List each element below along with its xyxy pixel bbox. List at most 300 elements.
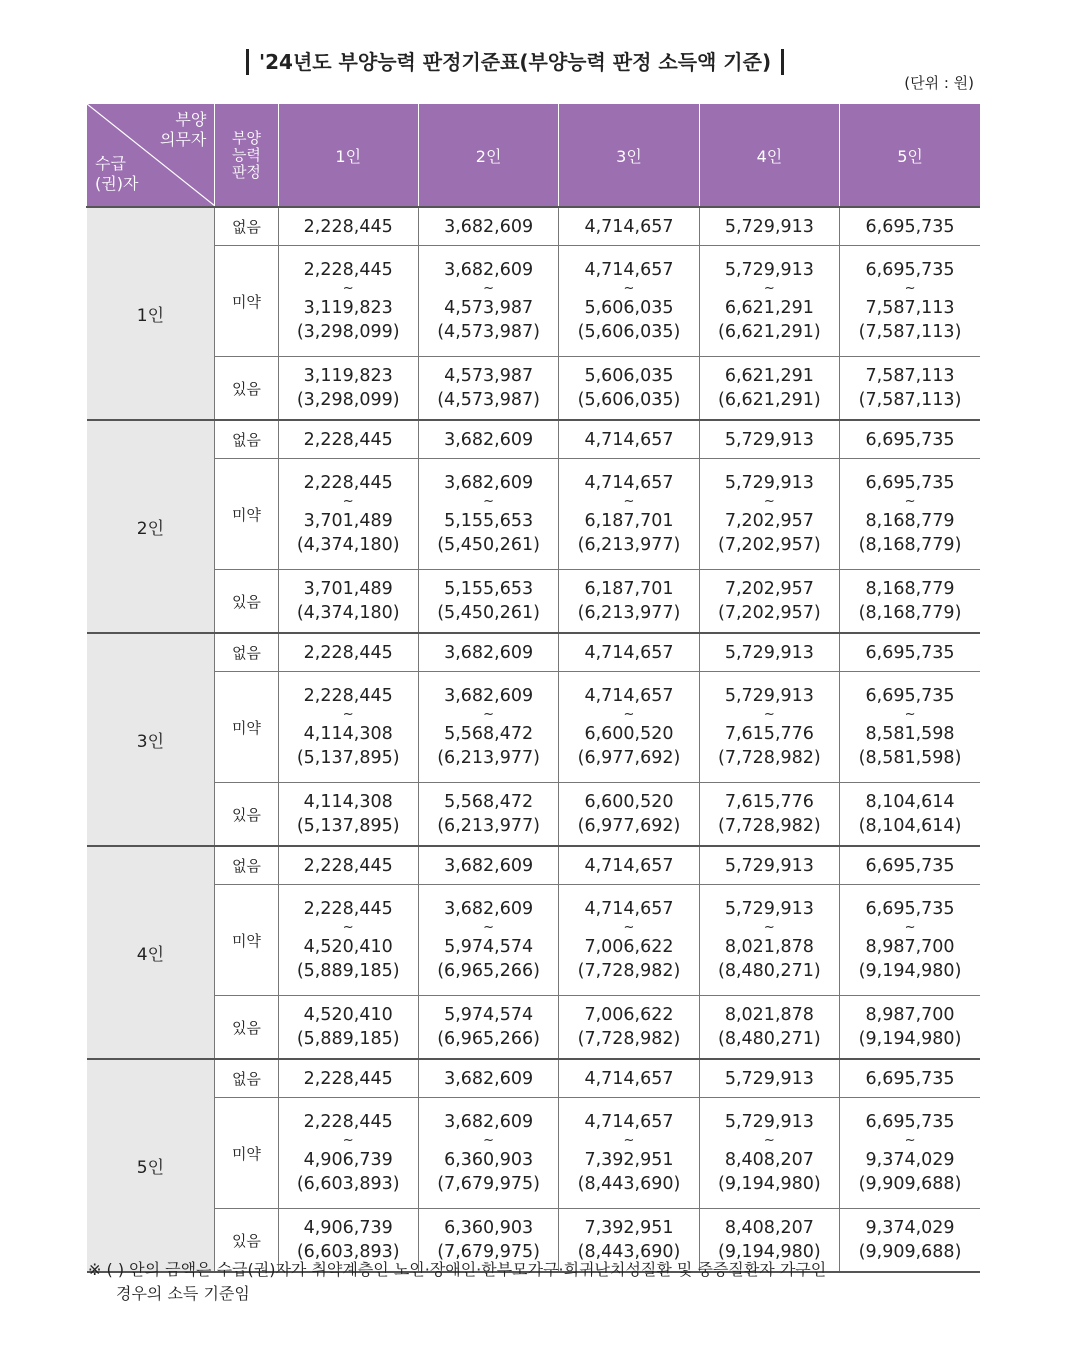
- value-cell: [559, 672, 699, 783]
- document-title: [244, 44, 824, 80]
- amount: 3,701,489: [303, 579, 393, 599]
- value-cell: [278, 783, 418, 847]
- amount: 2,228,445: [303, 642, 393, 663]
- amount-to: 4,520,410: [303, 937, 393, 957]
- amount-from: 4,714,657: [584, 1112, 674, 1132]
- amount-vulnerable: (7,202,957): [718, 535, 821, 555]
- value-cell: [418, 207, 558, 246]
- range-tilde: ~: [623, 494, 635, 509]
- value-cell: [418, 246, 558, 357]
- amount: 8,168,779: [865, 579, 955, 599]
- amount-from: 5,729,913: [724, 899, 814, 919]
- amount: 7,202,957: [724, 579, 814, 599]
- range-tilde: ~: [483, 494, 495, 509]
- amount-to: 6,621,291: [724, 298, 814, 318]
- amount: 5,729,913: [724, 216, 814, 237]
- amount: 7,587,113: [865, 366, 955, 386]
- col-header-5: 5인: [840, 104, 980, 208]
- amount: 6,695,735: [865, 1068, 955, 1089]
- amount: 3,682,609: [444, 429, 534, 450]
- amount-vulnerable: (8,443,690): [577, 1174, 681, 1194]
- amount-vulnerable: (6,621,291): [718, 390, 821, 410]
- amount: 6,695,735: [865, 642, 955, 663]
- amount-vulnerable: (9,909,688): [858, 1242, 962, 1262]
- value-cell: [559, 357, 699, 421]
- amount-vulnerable: (7,728,982): [577, 1029, 681, 1049]
- table-body: [87, 207, 981, 1272]
- amount-vulnerable: (6,603,893): [296, 1174, 400, 1194]
- amount-to: 9,374,029: [865, 1150, 955, 1170]
- level-label-none: 없음: [215, 633, 278, 672]
- value-cell: [840, 783, 980, 847]
- value-cell: [840, 1059, 980, 1098]
- amount: 4,573,987: [444, 366, 534, 386]
- value-cell: [278, 357, 418, 421]
- value-cell: [840, 885, 980, 996]
- amount-vulnerable: (7,728,982): [718, 748, 821, 768]
- amount-to: 5,155,653: [444, 511, 534, 531]
- value-cell: [840, 570, 980, 634]
- amount-from: 5,729,913: [724, 473, 814, 493]
- amount: 4,906,739: [303, 1218, 393, 1238]
- amount: 2,228,445: [303, 216, 393, 237]
- level-label-mild: 미약: [215, 1098, 278, 1209]
- amount: 4,714,657: [584, 216, 674, 237]
- amount-from: 2,228,445: [303, 473, 393, 493]
- value-cell: [418, 570, 558, 634]
- table-row: [87, 672, 981, 783]
- value-cell: [278, 846, 418, 885]
- range-tilde: ~: [904, 920, 916, 935]
- amount-vulnerable: (8,581,598): [858, 748, 962, 768]
- amount: 5,729,913: [724, 429, 814, 450]
- amount: 5,729,913: [724, 642, 814, 663]
- amount-vulnerable: (5,450,261): [437, 535, 540, 555]
- value-cell: [840, 207, 980, 246]
- table-row: [87, 207, 981, 246]
- amount-from: 2,228,445: [303, 260, 393, 280]
- amount-from: 5,729,913: [724, 260, 814, 280]
- corner-bottom-label: 수급 (권)자: [95, 154, 139, 193]
- value-cell: [699, 570, 839, 634]
- range-tilde: ~: [763, 494, 775, 509]
- footnote: [88, 1258, 980, 1306]
- value-cell: [418, 846, 558, 885]
- amount: 6,695,735: [865, 855, 955, 876]
- amount-to: 8,987,700: [865, 937, 955, 957]
- amount-to: 8,021,878: [724, 937, 814, 957]
- amount-vulnerable: (4,374,180): [296, 603, 400, 623]
- value-cell: [840, 420, 980, 459]
- amount-vulnerable: (8,443,690): [577, 1242, 681, 1262]
- amount-vulnerable: (6,965,266): [437, 1029, 540, 1049]
- col-header-1: 1인: [278, 104, 418, 208]
- value-cell: [559, 570, 699, 634]
- recipient-group-label: 3인: [87, 633, 215, 846]
- amount-vulnerable: (9,194,980): [718, 1242, 821, 1262]
- amount: 7,392,951: [584, 1218, 674, 1238]
- amount: 3,682,609: [444, 1068, 534, 1089]
- value-cell: [418, 357, 558, 421]
- value-cell: [559, 1098, 699, 1209]
- level-label-none: 없음: [215, 420, 278, 459]
- value-cell: [559, 996, 699, 1060]
- range-tilde: ~: [763, 1133, 775, 1148]
- range-tilde: ~: [623, 707, 635, 722]
- amount-vulnerable: (4,573,987): [437, 322, 540, 342]
- value-cell: [559, 846, 699, 885]
- amount: 6,360,903: [444, 1218, 534, 1238]
- col-header-3: 3인: [559, 104, 699, 208]
- amount: 5,155,653: [444, 579, 534, 599]
- amount-to: 7,615,776: [724, 724, 814, 744]
- title-right-bar: [781, 49, 784, 75]
- value-cell: [559, 1059, 699, 1098]
- amount-from: 6,695,735: [865, 899, 955, 919]
- range-tilde: ~: [904, 1133, 916, 1148]
- amount-vulnerable: (9,194,980): [858, 961, 962, 981]
- amount-vulnerable: (6,213,977): [577, 535, 681, 555]
- amount-vulnerable: (8,168,779): [858, 535, 962, 555]
- amount: 5,974,574: [444, 1005, 534, 1025]
- value-cell: [278, 207, 418, 246]
- amount-vulnerable: (5,606,035): [577, 322, 681, 342]
- range-tilde: ~: [483, 281, 495, 296]
- amount-vulnerable: (9,909,688): [858, 1174, 962, 1194]
- range-tilde: ~: [342, 707, 354, 722]
- amount-vulnerable: (5,606,035): [577, 390, 681, 410]
- amount-vulnerable: (7,679,975): [437, 1242, 540, 1262]
- amount-from: 6,695,735: [865, 686, 955, 706]
- value-cell: [278, 1098, 418, 1209]
- amount: 3,682,609: [444, 642, 534, 663]
- level-label-none: 없음: [215, 846, 278, 885]
- amount-to: 4,114,308: [303, 724, 393, 744]
- amount-vulnerable: (7,679,975): [437, 1174, 540, 1194]
- level-label-have: 있음: [215, 783, 278, 847]
- amount-from: 2,228,445: [303, 1112, 393, 1132]
- amount: 9,374,029: [865, 1218, 955, 1238]
- amount-to: 5,568,472: [444, 724, 534, 744]
- amount-to: 8,581,598: [865, 724, 955, 744]
- range-tilde: ~: [763, 281, 775, 296]
- footnote-line-2: 경우의 소득 기준임: [116, 1284, 250, 1303]
- header-row: [87, 104, 981, 208]
- judge-header: 부양 능력 판정: [215, 104, 278, 208]
- value-cell: [278, 633, 418, 672]
- value-cell: [699, 996, 839, 1060]
- value-cell: [840, 846, 980, 885]
- value-cell: [418, 420, 558, 459]
- range-tilde: ~: [904, 281, 916, 296]
- amount: 2,228,445: [303, 1068, 393, 1089]
- amount-to: 8,408,207: [724, 1150, 814, 1170]
- amount: 4,714,657: [584, 642, 674, 663]
- value-cell: [840, 357, 980, 421]
- amount: 2,228,445: [303, 429, 393, 450]
- range-tilde: ~: [763, 707, 775, 722]
- recipient-group-label: 5인: [87, 1059, 215, 1272]
- range-tilde: ~: [763, 920, 775, 935]
- amount: 6,600,520: [584, 792, 674, 812]
- value-cell: [418, 1059, 558, 1098]
- amount-from: 4,714,657: [584, 899, 674, 919]
- level-label-none: 없음: [215, 1059, 278, 1098]
- value-cell: [699, 1098, 839, 1209]
- table-row: [87, 357, 981, 421]
- amount: 4,114,308: [303, 792, 393, 812]
- value-cell: [559, 420, 699, 459]
- value-cell: [278, 459, 418, 570]
- recipient-group-label: 4인: [87, 846, 215, 1059]
- amount-vulnerable: (6,977,692): [577, 748, 681, 768]
- amount: 3,119,823: [303, 366, 393, 386]
- level-label-mild: 미약: [215, 885, 278, 996]
- amount-vulnerable: (8,480,271): [718, 1029, 821, 1049]
- table-row: [87, 783, 981, 847]
- amount: 3,682,609: [444, 216, 534, 237]
- amount-to: 6,360,903: [444, 1150, 534, 1170]
- amount-to: 3,701,489: [303, 511, 393, 531]
- amount-to: 5,606,035: [584, 298, 674, 318]
- amount-vulnerable: (6,213,977): [577, 603, 681, 623]
- value-cell: [559, 783, 699, 847]
- amount-vulnerable: (6,621,291): [718, 322, 821, 342]
- value-cell: [840, 1098, 980, 1209]
- amount-vulnerable: (5,137,895): [296, 816, 400, 836]
- value-cell: [699, 633, 839, 672]
- footnote-line-1: ※ ( ) 안의 금액은 수급(권)자가 취약계층인 노인·장애인·한부모가구·희귀난치성질환 및 중증질환자 가구인: [88, 1260, 827, 1279]
- unit-label: (단위 : 원): [904, 74, 974, 92]
- amount-from: 6,695,735: [865, 260, 955, 280]
- amount-vulnerable: (7,202,957): [718, 603, 821, 623]
- amount: 6,695,735: [865, 216, 955, 237]
- value-cell: [840, 459, 980, 570]
- title-text: '24년도 부양능력 판정기준표(부양능력 판정 소득액 기준): [259, 50, 772, 74]
- amount-vulnerable: (8,480,271): [718, 961, 821, 981]
- amount-vulnerable: (5,137,895): [296, 748, 400, 768]
- amount-from: 3,682,609: [444, 260, 534, 280]
- amount: 8,104,614: [865, 792, 955, 812]
- amount-vulnerable: (6,213,977): [437, 816, 540, 836]
- amount-to: 6,600,520: [584, 724, 674, 744]
- amount: 4,714,657: [584, 429, 674, 450]
- amount: 7,006,622: [584, 1005, 674, 1025]
- criteria-table: [86, 103, 980, 1273]
- amount-vulnerable: (7,728,982): [718, 816, 821, 836]
- amount-vulnerable: (5,889,185): [296, 961, 400, 981]
- table-row: [87, 1059, 981, 1098]
- table-row: [87, 885, 981, 996]
- amount-from: 3,682,609: [444, 686, 534, 706]
- range-tilde: ~: [342, 1133, 354, 1148]
- amount-vulnerable: (3,298,099): [296, 322, 400, 342]
- range-tilde: ~: [483, 920, 495, 935]
- table-row: [87, 459, 981, 570]
- range-tilde: ~: [342, 494, 354, 509]
- amount-from: 4,714,657: [584, 473, 674, 493]
- table-row: [87, 570, 981, 634]
- amount-vulnerable: (7,728,982): [577, 961, 681, 981]
- corner-header: [87, 104, 215, 208]
- amount: 6,695,735: [865, 429, 955, 450]
- value-cell: [418, 459, 558, 570]
- range-tilde: ~: [623, 920, 635, 935]
- recipient-group-label: 2인: [87, 420, 215, 633]
- value-cell: [418, 996, 558, 1060]
- level-label-mild: 미약: [215, 672, 278, 783]
- value-cell: [418, 633, 558, 672]
- amount-from: 2,228,445: [303, 899, 393, 919]
- col-header-2: 2인: [418, 104, 558, 208]
- value-cell: [278, 246, 418, 357]
- range-tilde: ~: [342, 920, 354, 935]
- amount-from: 5,729,913: [724, 686, 814, 706]
- amount: 2,228,445: [303, 855, 393, 876]
- amount-to: 7,392,951: [584, 1150, 674, 1170]
- amount-to: 8,168,779: [865, 511, 955, 531]
- value-cell: [840, 633, 980, 672]
- value-cell: [559, 633, 699, 672]
- amount-to: 7,006,622: [584, 937, 674, 957]
- amount: 6,187,701: [584, 579, 674, 599]
- value-cell: [840, 246, 980, 357]
- amount-from: 2,228,445: [303, 686, 393, 706]
- amount-to: 4,906,739: [303, 1150, 393, 1170]
- range-tilde: ~: [904, 707, 916, 722]
- value-cell: [559, 885, 699, 996]
- range-tilde: ~: [342, 281, 354, 296]
- value-cell: [699, 357, 839, 421]
- amount-vulnerable: (8,104,614): [858, 816, 962, 836]
- amount: 5,729,913: [724, 855, 814, 876]
- value-cell: [418, 1098, 558, 1209]
- table-row: [87, 1098, 981, 1209]
- amount-to: 3,119,823: [303, 298, 393, 318]
- amount: 7,615,776: [724, 792, 814, 812]
- value-cell: [278, 885, 418, 996]
- amount-vulnerable: (9,194,980): [858, 1029, 962, 1049]
- value-cell: [418, 783, 558, 847]
- amount: 3,682,609: [444, 855, 534, 876]
- range-tilde: ~: [623, 281, 635, 296]
- amount-vulnerable: (5,450,261): [437, 603, 540, 623]
- value-cell: [418, 885, 558, 996]
- level-label-mild: 미약: [215, 246, 278, 357]
- amount-vulnerable: (6,213,977): [437, 748, 540, 768]
- amount-from: 3,682,609: [444, 899, 534, 919]
- amount-to: 5,974,574: [444, 937, 534, 957]
- amount-to: 7,587,113: [865, 298, 955, 318]
- table-row: [87, 633, 981, 672]
- amount-vulnerable: (6,603,893): [296, 1242, 400, 1262]
- amount-vulnerable: (9,194,980): [718, 1174, 821, 1194]
- value-cell: [840, 672, 980, 783]
- amount-from: 5,729,913: [724, 1112, 814, 1132]
- value-cell: [699, 459, 839, 570]
- level-label-have: 있음: [215, 996, 278, 1060]
- amount-to: 4,573,987: [444, 298, 534, 318]
- value-cell: [699, 885, 839, 996]
- amount-vulnerable: (6,977,692): [577, 816, 681, 836]
- amount-to: 6,187,701: [584, 511, 674, 531]
- level-label-have: 있음: [215, 357, 278, 421]
- value-cell: [278, 672, 418, 783]
- amount-vulnerable: (3,298,099): [296, 390, 400, 410]
- value-cell: [699, 1059, 839, 1098]
- recipient-group-label: 1인: [87, 207, 215, 420]
- amount-from: 3,682,609: [444, 1112, 534, 1132]
- amount: 5,606,035: [584, 366, 674, 386]
- value-cell: [559, 207, 699, 246]
- amount-from: 6,695,735: [865, 1112, 955, 1132]
- value-cell: [699, 207, 839, 246]
- amount: 4,520,410: [303, 1005, 393, 1025]
- amount-from: 6,695,735: [865, 473, 955, 493]
- table-row: [87, 420, 981, 459]
- amount-from: 4,714,657: [584, 686, 674, 706]
- amount-from: 4,714,657: [584, 260, 674, 280]
- table-row: [87, 246, 981, 357]
- amount: 8,987,700: [865, 1005, 955, 1025]
- amount: 8,408,207: [724, 1218, 814, 1238]
- value-cell: [559, 459, 699, 570]
- level-label-mild: 미약: [215, 459, 278, 570]
- value-cell: [699, 246, 839, 357]
- amount-vulnerable: (6,965,266): [437, 961, 540, 981]
- range-tilde: ~: [623, 1133, 635, 1148]
- criteria-table-frame: [86, 103, 980, 1273]
- table-row: [87, 846, 981, 885]
- amount: 6,621,291: [724, 366, 814, 386]
- value-cell: [278, 996, 418, 1060]
- amount: 4,714,657: [584, 855, 674, 876]
- corner-top-label: 부양 의무자: [159, 110, 207, 149]
- amount-vulnerable: (5,889,185): [296, 1029, 400, 1049]
- range-tilde: ~: [483, 707, 495, 722]
- amount-from: 3,682,609: [444, 473, 534, 493]
- level-label-none: 없음: [215, 207, 278, 246]
- value-cell: [278, 1059, 418, 1098]
- value-cell: [699, 420, 839, 459]
- amount-vulnerable: (4,573,987): [437, 390, 540, 410]
- value-cell: [559, 246, 699, 357]
- value-cell: [418, 672, 558, 783]
- amount-vulnerable: (4,374,180): [296, 535, 400, 555]
- amount: 5,568,472: [444, 792, 534, 812]
- value-cell: [278, 420, 418, 459]
- title-left-bar: [246, 49, 249, 75]
- level-label-have: 있음: [215, 570, 278, 634]
- amount: 8,021,878: [724, 1005, 814, 1025]
- value-cell: [699, 846, 839, 885]
- range-tilde: ~: [483, 1133, 495, 1148]
- value-cell: [699, 672, 839, 783]
- table-row: [87, 996, 981, 1060]
- range-tilde: ~: [904, 494, 916, 509]
- level-label-have: 있음: [215, 1209, 278, 1273]
- amount: 4,714,657: [584, 1068, 674, 1089]
- col-header-4: 4인: [699, 104, 839, 208]
- amount-vulnerable: (7,587,113): [858, 322, 962, 342]
- value-cell: [278, 570, 418, 634]
- amount-vulnerable: (8,168,779): [858, 603, 962, 623]
- amount-to: 7,202,957: [724, 511, 814, 531]
- amount-vulnerable: (7,587,113): [858, 390, 962, 410]
- value-cell: [840, 996, 980, 1060]
- value-cell: [699, 783, 839, 847]
- amount: 5,729,913: [724, 1068, 814, 1089]
